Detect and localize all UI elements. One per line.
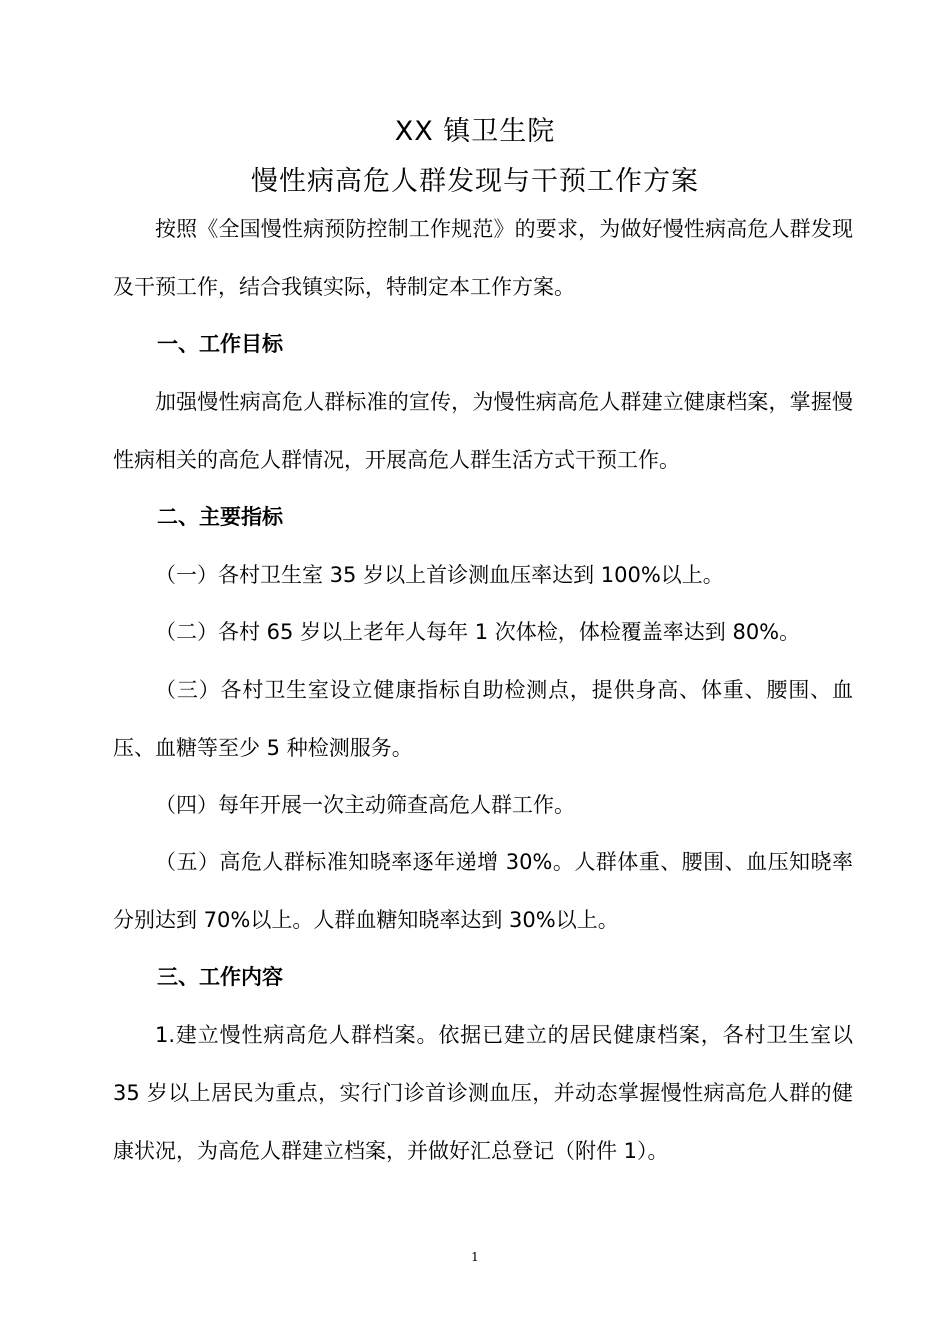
section-3-body: 1.建立慢性病高危人群档案。依据已建立的居民健康档案，各村卫生室以 35 岁以上居民为重点，实行门诊首诊测血压，并动态掌握慢性病高危人群的健康状况，为高危人群建立档案，并做好汇总登记（附件 1）。 xyxy=(113,1023,853,1163)
section-1-heading: 一、工作目标 xyxy=(157,332,283,356)
indicator-item-1: （一）各村卫生室 35 岁以上首诊测血压率达到 100%以上。 xyxy=(155,563,724,587)
document-title-org: XX 镇卫生院 xyxy=(394,116,556,147)
page-number: 1 xyxy=(471,1250,479,1264)
indicator-item-2: （二）各村 65 岁以上老年人每年 1 次体检，体检覆盖率达到 80%。 xyxy=(155,620,801,644)
document-title-main: 慢性病高危人群发现与干预工作方案 xyxy=(251,166,699,197)
section-2-heading: 二、主要指标 xyxy=(157,505,283,529)
section-1-body: 加强慢性病高危人群标准的宣传，为慢性病高危人群建立健康档案，掌握慢性病相关的高危人群情况，开展高危人群生活方式干预工作。 xyxy=(113,390,853,472)
indicator-item-5: （五）高危人群标准知晓率逐年递增 30%。人群体重、腰围、血压知晓率分别达到 70%以上。人群血糖知晓率达到 30%以上。 xyxy=(113,850,853,932)
intro-paragraph: 按照《全国慢性病预防控制工作规范》的要求，为做好慢性病高危人群发现及干预工作，结合我镇实际，特制定本工作方案。 xyxy=(113,217,853,299)
indicator-item-4: （四）每年开展一次主动筛查高危人群工作。 xyxy=(155,793,575,817)
section-3-heading: 三、工作内容 xyxy=(157,965,283,989)
indicator-item-3: （三）各村卫生室设立健康指标自助检测点，提供身高、体重、腰围、血压、血糖等至少 5 种检测服务。 xyxy=(113,678,853,760)
